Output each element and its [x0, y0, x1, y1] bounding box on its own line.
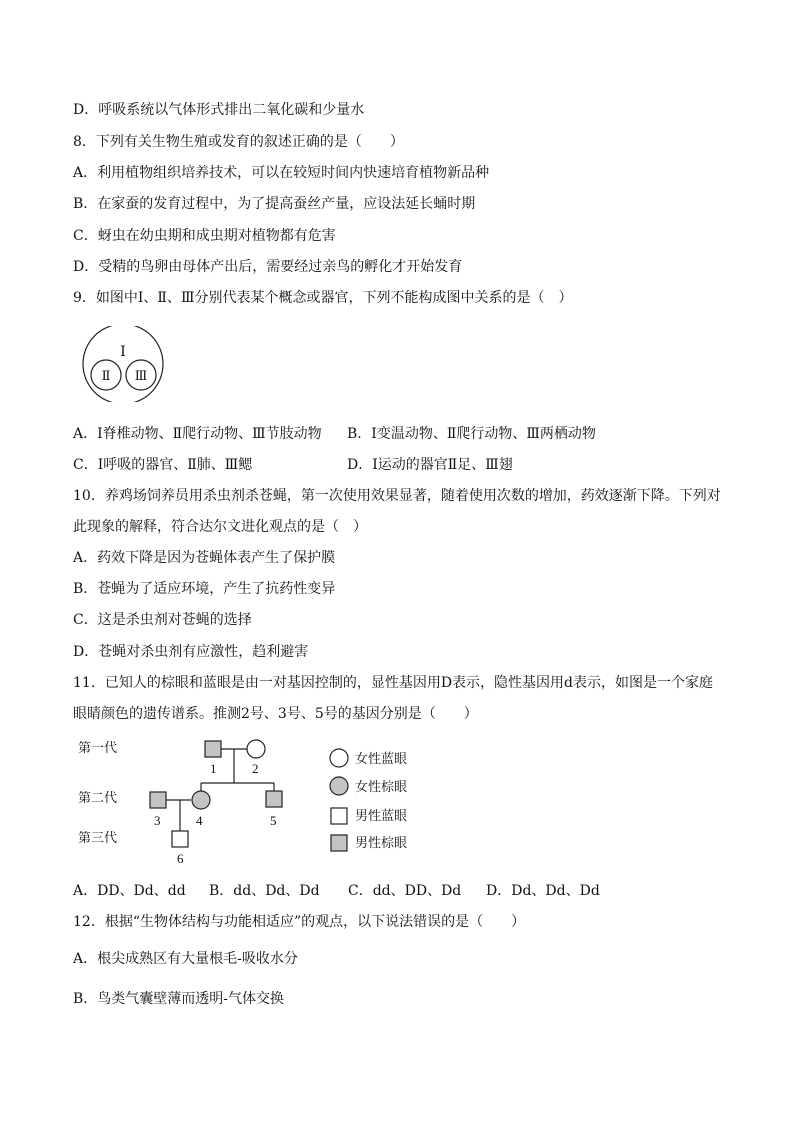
legend-male-blue-label: 男性蓝眼 — [355, 808, 408, 823]
legend-male-blue-symbol — [331, 808, 347, 824]
label-4: 4 — [196, 813, 203, 828]
individual-2-female-blue — [247, 740, 265, 758]
q10-option-b: B．苍蝇为了适应环境，产生了抗药性变异 — [73, 581, 336, 597]
q10-stem-line2: 此现象的解释，符合达尔文进化观点的是（ ） — [73, 519, 367, 535]
legend-female-blue-label: 女性蓝眼 — [355, 751, 408, 766]
q11-stem-line1: 11．已知人的棕眼和蓝眼是由一对基因控制的，显性基因用D表示，隐性基因用d表示，如图是一个家庭 — [73, 675, 713, 691]
individual-4-female-brown — [192, 791, 210, 809]
q9-option-a: A．Ⅰ脊椎动物、Ⅱ爬行动物、Ⅲ节肢动物 — [73, 426, 322, 442]
pedigree-chart — [70, 734, 430, 868]
q9-option-b: B．Ⅰ变温动物、Ⅱ爬行动物、Ⅲ两栖动物 — [347, 426, 596, 442]
q11-option-a: A．DD、Dd、dd — [73, 883, 186, 899]
q8-option-b: B．在家蚕的发育过程中，为了提高蚕丝产量，应设法延长蛹时期 — [73, 196, 476, 212]
q9-option-c: C．Ⅰ呼吸的器官、Ⅱ肺、Ⅲ鳃 — [73, 457, 253, 473]
legend-male-brown-label: 男性棕眼 — [355, 835, 408, 850]
legend-female-brown-label: 女性棕眼 — [355, 779, 408, 794]
q8-option-d: D．受精的鸟卵由母体产出后，需要经过亲鸟的孵化才开始发育 — [73, 259, 463, 275]
label-6: 6 — [177, 851, 184, 866]
venn-label-left: Ⅱ — [101, 368, 111, 383]
venn-label-right: Ⅲ — [134, 368, 148, 383]
q12-option-b: B．鸟类气囊壁薄而透明-气体交换 — [73, 991, 285, 1007]
individual-3-male-brown — [150, 792, 166, 808]
gen2-label: 第二代 — [78, 790, 118, 805]
label-2: 2 — [252, 761, 259, 776]
q9-stem: 9．如图中Ⅰ、Ⅱ、Ⅲ分别代表某个概念或器官，下列不能构成图中关系的是（ ） — [73, 290, 573, 306]
q8-stem: 8．下列有关生物生殖或发育的叙述正确的是（ ） — [73, 134, 404, 150]
q7-option-d: D．呼吸系统以气体形式排出二氧化碳和少量水 — [73, 102, 365, 118]
q12-option-a: A．根尖成熟区有大量根毛-吸收水分 — [73, 951, 298, 967]
legend-female-blue-symbol — [330, 749, 348, 767]
q9-option-d: D．Ⅰ运动的器官Ⅱ足、Ⅲ翅 — [347, 457, 513, 473]
q10-option-d: D．苍蝇对杀虫剂有应激性，趋利避害 — [73, 644, 309, 660]
legend-female-brown-symbol — [330, 777, 348, 795]
individual-5-male-brown — [266, 791, 282, 807]
q10-option-a: A．药效下降是因为苍蝇体表产生了保护膜 — [73, 550, 336, 566]
venn-label-outer: Ⅰ — [120, 345, 126, 360]
q10-option-c: C．这是杀虫剂对苍蝇的选择 — [73, 612, 252, 628]
q11-option-d: D．Dd、Dd、Dd — [486, 883, 600, 899]
legend-male-brown-symbol — [331, 835, 347, 851]
q11-option-c: C．dd、DD、Dd — [348, 883, 462, 899]
q11-option-b: B．dd、Dd、Dd — [209, 883, 320, 899]
individual-1-male-brown — [205, 741, 221, 757]
q12-stem: 12．根据“生物体结构与功能相适应”的观点，以下说法错误的是（ ） — [73, 914, 526, 930]
label-5: 5 — [270, 813, 277, 828]
q10-stem-line1: 10．养鸡场饲养员用杀虫剂杀苍蝇，第一次使用效果显著，随着使用次数的增加，药效逐渐下降。下列对 — [73, 488, 721, 504]
label-1: 1 — [210, 761, 217, 776]
gen3-label: 第三代 — [78, 830, 118, 845]
q8-option-c: C．蚜虫在幼虫期和成虫期对植物都有危害 — [73, 228, 336, 244]
venn-diagram — [78, 326, 170, 402]
q11-stem-line2: 眼睛颜色的遗传谱系。推测2号、3号、5号的基因分别是（ ） — [73, 706, 478, 722]
label-3: 3 — [154, 813, 161, 828]
q8-option-a: A．利用植物组织培养技术，可以在较短时间内快速培育植物新品种 — [73, 165, 490, 181]
gen1-label: 第一代 — [78, 740, 118, 755]
individual-6-male-blue — [172, 831, 188, 847]
